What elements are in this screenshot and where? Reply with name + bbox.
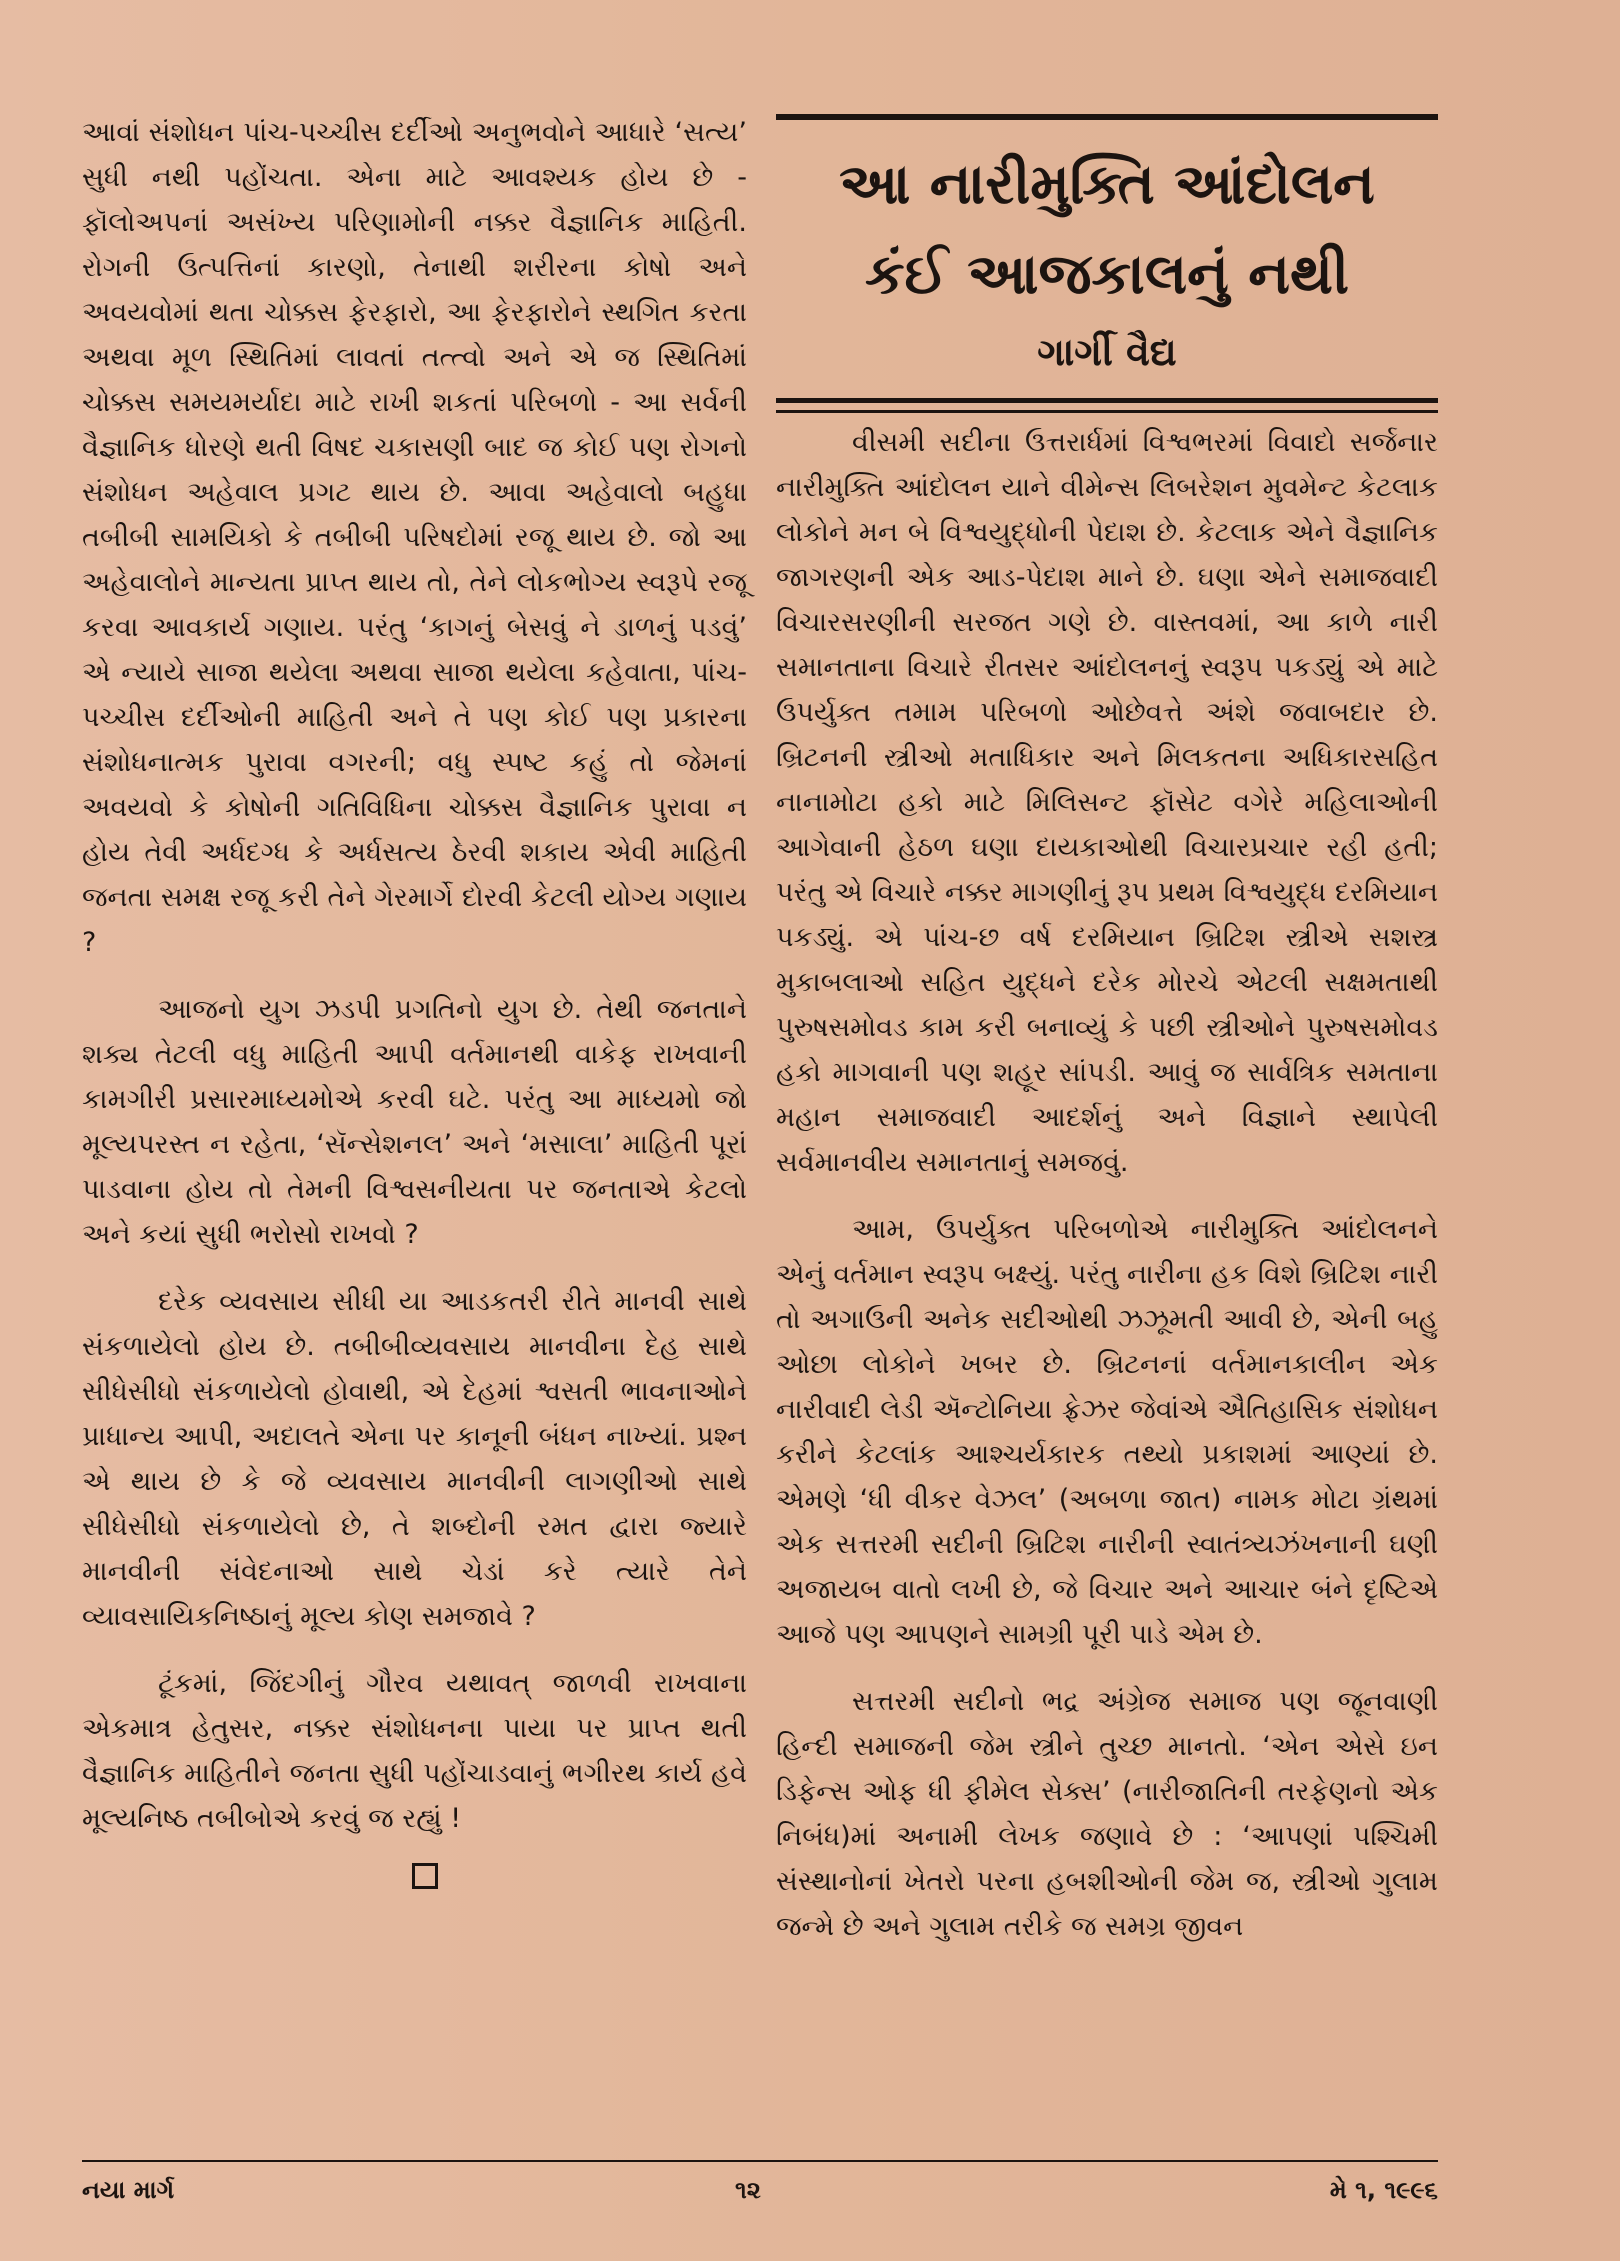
right-column bbox=[776, 420, 1438, 1971]
left-paragraph-2: આજનો યુગ ઝડપી પ્રગતિનો યુગ છે. તેથી જનતાને શક્ય તેટલી વધુ માહિતી આપી વર્તમાનથી વાકેફ રાખવાની કામગીરી પ્રસારમાધ્યમોએ કરવી ઘટે. પરંતુ આ માધ્યમો જો મૂલ્યપરસ્ત ન રહેતા, ‘સૅન્સેશનલ’ અને ‘મસાલા’ માહિતી પૂરાં પાડવાના હોય તો તેમની વિશ્વસનીયતા પર જનતાએ કેટલો અને કયાં સુધી ભરોસો રાખવો ? bbox=[82, 994, 747, 1250]
article-title bbox=[776, 140, 1438, 320]
title-bottom-rule-2 bbox=[776, 410, 1438, 413]
left-paragraph-3: દરેક વ્યવસાય સીધી યા આડકતરી રીતે માનવી સાથે સંકળાયેલો હોય છે. તબીબીવ્યવસાય માનવીના દેહ સાથે સીધેસીધો સંકળાયેલો હોવાથી, એ દેહમાં શ્વસતી ભાવનાઓને પ્રાધાન્ય આપી, અદાલતે એના પર કાનૂની બંધન નાખ્યાં. પ્રશ્ન એ થાય છે કે જે વ્યવસાય માનવીની લાગણીઓ સાથે સીધેસીધો સંકળાયેલો છે, તે શબ્દોની રમત દ્વારા જ્યારે માનવીની સંવેદનાઓ સાથે ચેડાં કરે ત્યારે તેને વ્યાવસાયિકનિષ્ઠાનું મૂલ્ય કોણ સમજાવે ? bbox=[82, 1286, 747, 1632]
title-bottom-rule-1 bbox=[776, 398, 1438, 403]
footer-date: મે ૧, ૧૯૯૬ bbox=[1329, 2176, 1438, 2204]
footer-page-number: ૧૨ bbox=[735, 2176, 761, 2204]
right-paragraph-2: આમ, ઉપર્યુક્ત પરિબળોએ નારીમુક્તિ આંદોલનને એનું વર્તમાન સ્વરૂપ બક્ષ્યું. પરંતુ નારીના હક વિશે બ્રિટિશ નારી તો અગાઉની અનેક સદીઓથી ઝઝૂમતી આવી છે, એની બહુ ઓછા લોકોને ખબર છે. બ્રિટનનાં વર્તમાનકાલીન એક નારીવાદી લેડી ઍન્ટોનિયા ફ્રેઝર જેવાંએ ઐતિહાસિક સંશોધન કરીને કેટલાંક આશ્ચર્યકારક તથ્યો પ્રકાશમાં આણ્યાં છે. એમણે ‘ધી વીકર વેઝલ’ (અબળા જાત) નામક મોટા ગ્રંથમાં એક સત્તરમી સદીની બ્રિટિશ નારીની સ્વાતંત્ર્યઝંખનાની ઘણી અજાયબ વાતો લખી છે, જે વિચાર અને આચાર બંને દૃષ્ટિએ આજે પણ આપણને સામગ્રી પૂરી પાડે એમ છે. bbox=[776, 1214, 1438, 1650]
footer-publication: નયા માર્ગ bbox=[82, 2176, 175, 2204]
title-line-2: કંઈ આજકાલનું નથી bbox=[865, 242, 1349, 307]
right-paragraph-3: સત્તરમી સદીનો ભદ્ર અંગ્રેજ સમાજ પણ જૂનવાણી હિન્દી સમાજની જેમ સ્ત્રીને તુચ્છ માનતો. ‘એન એસે ઇન ડિફેન્સ ઓફ ધી ફીમેલ સેક્સ’ (નારીજાતિની તરફેણનો એક નિબંધ)માં અનામી લેખક જણાવે છે : ‘આપણાં પશ્ચિમી સંસ્થાનોનાં ખેતરો પરના હબશીઓની જેમ જ, સ્ત્રીઓ ગુલામ જન્મે છે અને ગુલામ તરીકે જ સમગ્ર જીવન bbox=[776, 1686, 1438, 1942]
footer-rule bbox=[82, 2160, 1438, 2162]
article-author: ગાર્ગી વૈદ્ય bbox=[1037, 330, 1177, 374]
end-of-article-box bbox=[412, 1863, 438, 1889]
title-top-rule bbox=[776, 114, 1438, 120]
title-line-1: આ નારીમુક્તિ આંદોલન bbox=[839, 152, 1375, 217]
left-paragraph-1: આવાં સંશોધન પાંચ-પચ્ચીસ દર્દીઓ અનુભવોને આધારે ‘સત્ય’ સુધી નથી પહોંચતા. એના માટે આવશ્યક હોય છે - ફૉલોઅપનાં અસંખ્ય પરિણામોની નક્કર વૈજ્ઞાનિક માહિતી. રોગની ઉત્પત્તિનાં કારણો, તેનાથી શરીરના કોષો અને અવયવોમાં થતા ચોક્કસ ફેરફારો, આ ફેરફારોને સ્થગિત કરતા અથવા મૂળ સ્થિતિમાં લાવતાં તત્ત્વો અને એ જ સ્થિતિમાં ચોક્કસ સમયમર્યાદા માટે રાખી શકતાં પરિબળો - આ સર્વની વૈજ્ઞાનિક ધોરણે થતી વિષદ ચકાસણી બાદ જ કોઈ પણ રોગનો સંશોધન અહેવાલ પ્રગટ થાય છે. આવા અહેવાલો બહુધા તબીબી સામયિકો કે તબીબી પરિષદોમાં રજૂ થાય છે. જો આ અહેવાલોને માન્યતા પ્રાપ્ત થાય તો, તેને લોકભોગ્ય સ્વરૂપે રજૂ કરવા આવકાર્ય ગણાય. પરંતુ ‘કાગનું બેસવું ને ડાળનું પડવું’ એ ન્યાયે સાજા થયેલા અથવા સાજા થયેલા કહેવાતા, પાંચ-પચ્ચીસ દર્દીઓની માહિતી અને તે પણ કોઈ પણ પ્રકારના સંશોધનાત્મક પુરાવા વગરની; વધુ સ્પષ્ટ કહું તો જેમનાં અવયવો કે કોષોની ગતિવિધિના ચોક્કસ વૈજ્ઞાનિક પુરાવા ન હોય તેવી અર્ધદગ્ધ કે અર્ધસત્ય ઠેરવી શકાય એવી માહિતી જનતા સમક્ષ રજૂ કરી તેને ગેરમાર્ગે દોરવી કેટલી યોગ્ય ગણાય ? bbox=[82, 117, 747, 958]
left-column bbox=[82, 110, 747, 1889]
right-paragraph-1: વીસમી સદીના ઉત્તરાર્ધમાં વિશ્વભરમાં વિવાદો સર્જનાર નારીમુક્તિ આંદોલન યાને વીમેન્સ લિબરેશન મુવમેન્ટ કેટલાક લોકોને મન બે વિશ્વયુદ્ધોની પેદાશ છે. કેટલાક એને વૈજ્ઞાનિક જાગરણની એક આડ-પેદાશ માને છે. ઘણા એને સમાજવાદી વિચારસરણીની સરજત ગણે છે. વાસ્તવમાં, આ કાળે નારી સમાનતાના વિચારે રીતસર આંદોલનનું સ્વરૂપ પકડ્યું એ માટે ઉપર્યુક્ત તમામ પરિબળો ઓછેવત્તે અંશે જવાબદાર છે. બ્રિટનની સ્ત્રીઓ મતાધિકાર અને મિલકતના અધિકારસહિત નાનામોટા હકો માટે મિલિસન્ટ ફૉસેટ વગેરે મહિલાઓની આગેવાની હેઠળ ઘણા દાયકાઓથી વિચારપ્રચાર રહી હતી; પરંતુ એ વિચારે નક્કર માગણીનું રૂપ પ્રથમ વિશ્વયુદ્ધ દરમિયાન પકડ્યું. એ પાંચ-છ વર્ષ દરમિયાન બ્રિટિશ સ્ત્રીએ સશસ્ત્ર મુકાબલાઓ સહિત યુદ્ધને દરેક મોરચે એટલી સક્ષમતાથી પુરુષસમોવડ કામ કરી બનાવ્યું કે પછી સ્ત્રીઓને પુરુષસમોવડ હકો માગવાની પણ શહૂર સાંપડી. આવું જ સાર્વત્રિક સમતાના મહાન સમાજવાદી આદર્શનું અને વિજ્ઞાને સ્થાપેલી સર્વમાનવીય સમાનતાનું સમજવું. bbox=[776, 427, 1438, 1178]
left-paragraph-4: ટૂંકમાં, જિંદગીનું ગૌરવ યથાવત્ જાળવી રાખવાના એકમાત્ર હેતુસર, નક્કર સંશોધનના પાયા પર પ્રાપ્ત થતી વૈજ્ઞાનિક માહિતીને જનતા સુધી પહોંચાડવાનું ભગીરથ કાર્ય હવે મૂલ્યનિષ્ઠ તબીબોએ કરવું જ રહ્યું ! bbox=[82, 1668, 747, 1834]
